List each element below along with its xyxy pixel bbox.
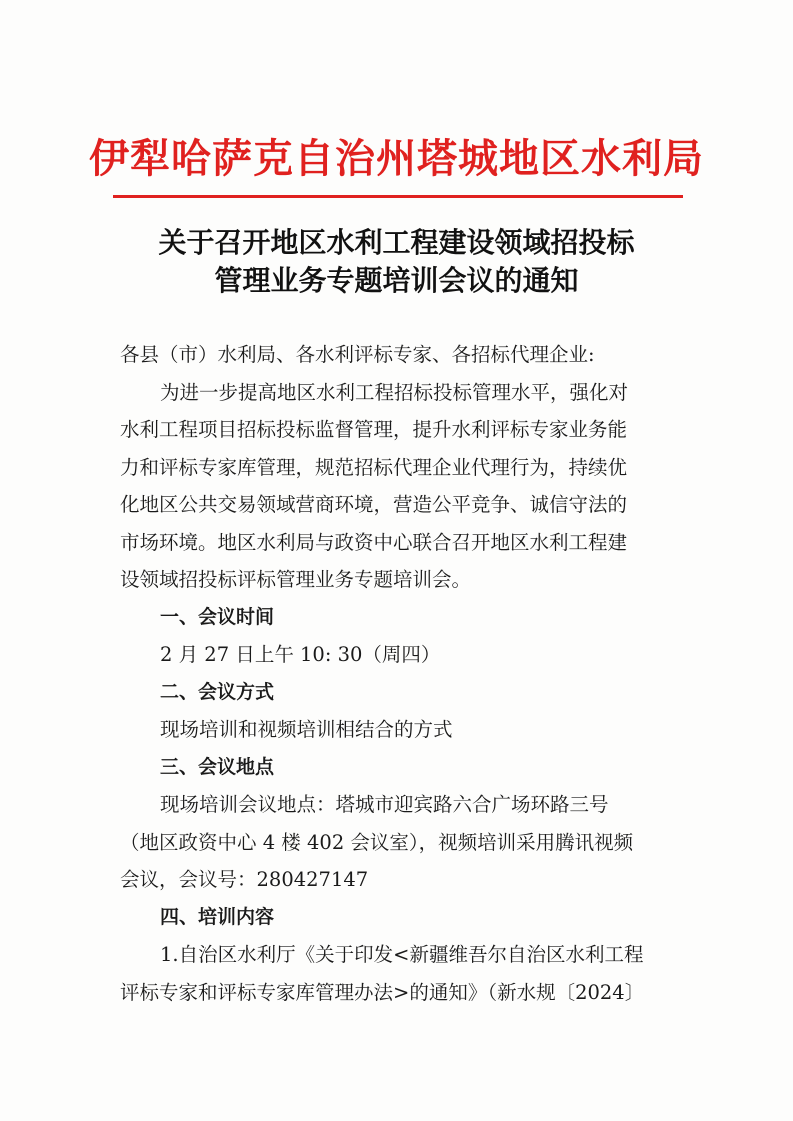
- intro-line: 为进一步提高地区水利工程招标投标管理水平，强化对: [160, 380, 629, 404]
- intro-line: 力和评标专家库管理，规范招标代理企业代理行为，持续优: [120, 455, 628, 479]
- meeting-format-text: 现场培训和视频培训相结合的方式: [160, 718, 453, 741]
- section-heading-time: 一、会议时间: [160, 605, 275, 628]
- letterhead-red-rule: [113, 195, 683, 198]
- content-line: 1.自治区水利厅《关于印发<新疆维吾尔自治区水利工程: [160, 943, 644, 966]
- intro-line: 水利工程项目招标投标监督管理，提升水利评标专家业务能: [120, 418, 628, 441]
- content-line: 评标专家和评标专家库管理办法>的通知》（新水规〔2024〕: [120, 980, 645, 1004]
- intro-line: 设领域招投标评标管理业务专题培训会。: [120, 568, 472, 591]
- intro-line: 化地区公共交易领域营商环境，营造公平竞争、诚信守法的: [120, 493, 628, 516]
- document-body: [120, 336, 680, 1011]
- document-title: [0, 224, 793, 300]
- section-heading-content: 四、培训内容: [160, 905, 275, 928]
- location-line: 会议，会议号：280427147: [120, 868, 369, 891]
- section-heading-format: 二、会议方式: [160, 680, 275, 703]
- letterhead-org-name: 伊犁哈萨克自治州塔城地区水利局: [89, 135, 704, 182]
- section-heading-location: 三、会议地点: [160, 755, 275, 778]
- document-title-line-2: 管理业务专题培训会议的通知: [214, 264, 579, 297]
- document-title-line-1: 关于召开地区水利工程建设领域招投标: [158, 226, 635, 259]
- location-line: （地区政资中心 4 楼 402 会议室），视频培训采用腾讯视频: [120, 830, 634, 854]
- salutation: 各县（市）水利局、各水利评标专家、各招标代理企业:: [120, 343, 595, 366]
- location-line: 现场培训会议地点：塔城市迎宾路六合广场环路三号: [160, 793, 609, 816]
- meeting-time-text: 2 月 27 日上午 10: 30（周四）: [160, 643, 441, 666]
- intro-line: 市场环境。地区水利局与政资中心联合召开地区水利工程建: [120, 530, 628, 554]
